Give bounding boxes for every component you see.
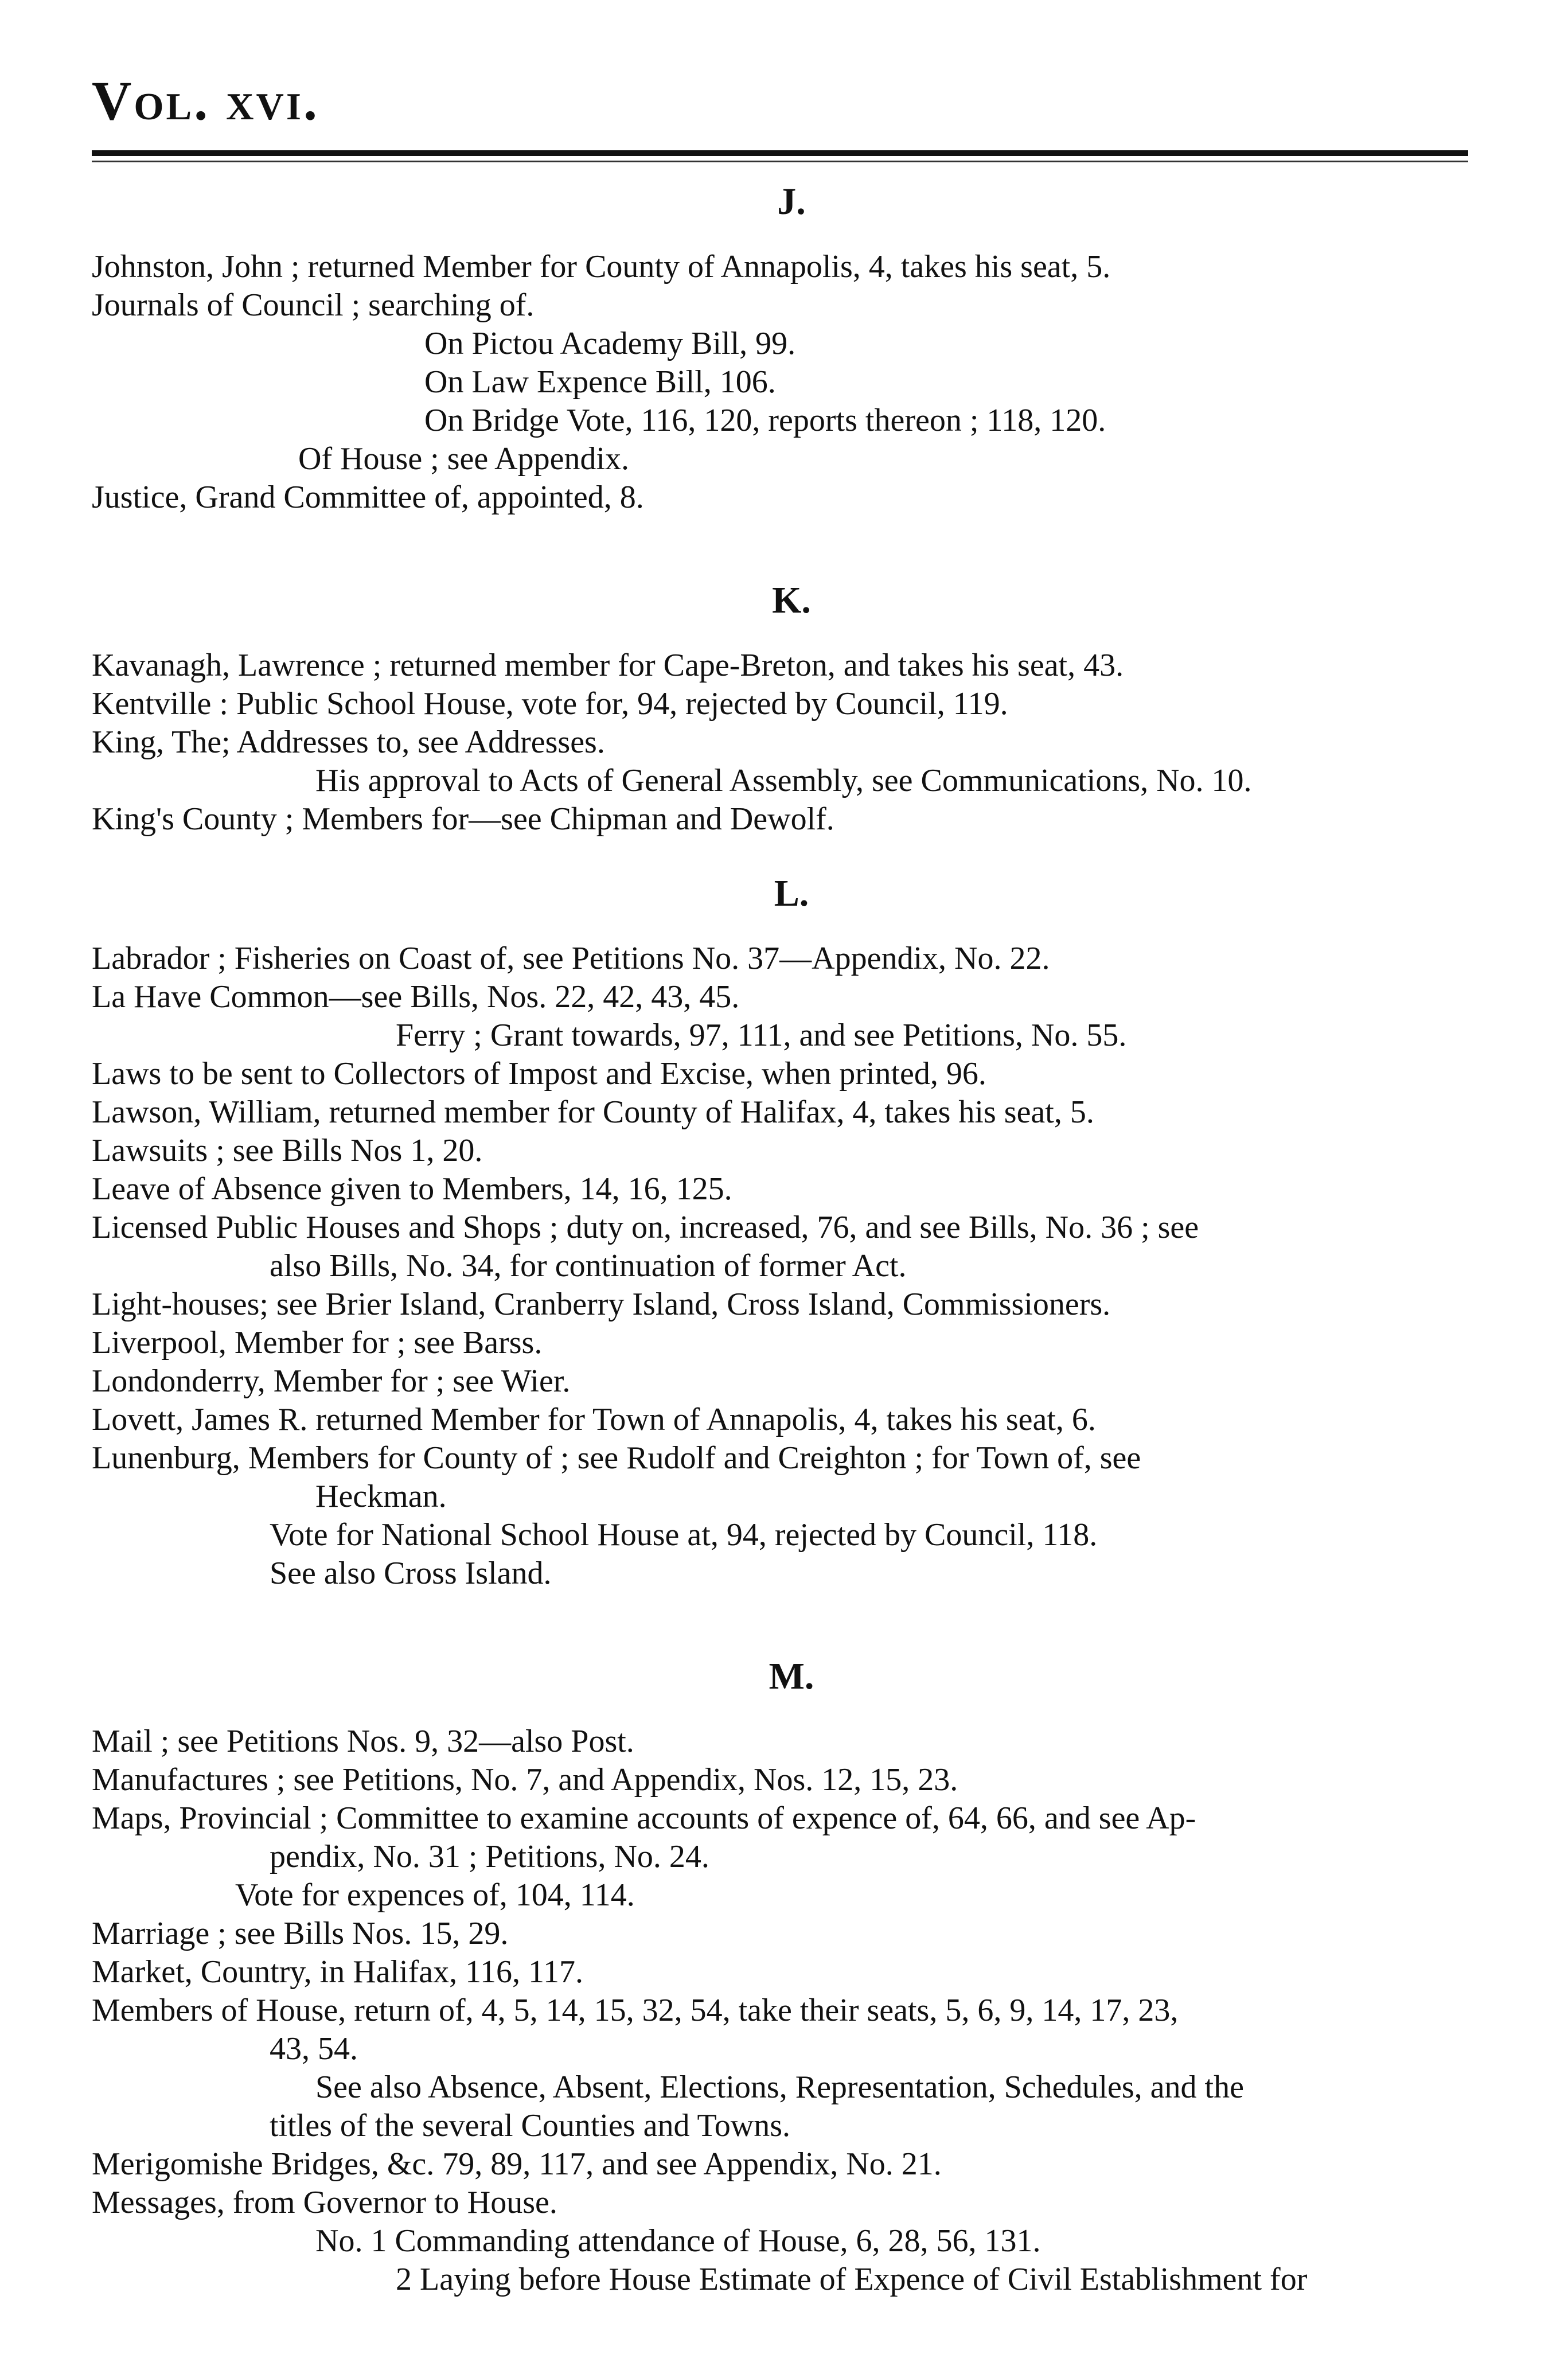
section-gap (92, 517, 1491, 568)
index-entry: Merigomishe Bridges, &c. 79, 89, 117, and see Appendix, No. 21. (92, 2146, 942, 2182)
index-subentry: Vote for National School House at, 94, rejected by Council, 118. (270, 1517, 1098, 1553)
index-subentry: See also Cross Island. (270, 1556, 552, 1591)
index-entry: Mail ; see Petitions Nos. 9, 32—also Post. (92, 1724, 634, 1759)
index-body (92, 170, 1491, 2299)
section-gap (92, 1593, 1491, 1644)
index-subentry: See also Absence, Absent, Elections, Representation, Schedules, and the (315, 2069, 1244, 2105)
index-subentry: No. 1 Commanding attendance of House, 6, 28, 56, 131. (315, 2223, 1041, 2259)
index-subentry: Vote for expences of, 104, 114. (235, 1877, 635, 1913)
index-entry: Maps, Provincial ; Committee to examine accounts of expence of, 64, 66, and see Ap- (92, 1800, 1196, 1836)
index-subentry: On Law Expence Bill, 106. (424, 364, 776, 400)
index-continuation: also Bills, No. 34, for continuation of former Act. (270, 1248, 907, 1284)
index-continuation: 43, 54. (270, 2031, 358, 2067)
index-entry: Labrador ; Fisheries on Coast of, see Petitions No. 37—Appendix, No. 22. (92, 941, 1050, 976)
index-entry: King, The; Addresses to, see Addresses. (92, 724, 605, 760)
index-subentry: On Bridge Vote, 116, 120, reports thereon ; 118, 120. (424, 403, 1106, 438)
index-entry: Justice, Grand Committee of, appointed, 8. (92, 480, 644, 515)
index-entry: Kentville : Public School House, vote for, 94, rejected by Council, 119. (92, 686, 1008, 722)
index-subentry: On Pictou Academy Bill, 99. (424, 326, 796, 361)
index-entry: Marriage ; see Bills Nos. 15, 29. (92, 1916, 509, 1951)
index-continuation: pendix, No. 31 ; Petitions, No. 24. (270, 1839, 709, 1874)
index-entry: Messages, from Governor to House. (92, 2185, 557, 2220)
index-entry: Lawson, William, returned member for County of Halifax, 4, takes his seat, 5. (92, 1094, 1094, 1130)
index-continuation: titles of the several Counties and Towns. (270, 2108, 791, 2143)
index-entry: Journals of Council ; searching of. (92, 287, 535, 323)
index-entry: Manufactures ; see Petitions, No. 7, and Appendix, Nos. 12, 15, 23. (92, 1762, 958, 1798)
index-entry: Lovett, James R. returned Member for Town of Annapolis, 4, takes his seat, 6. (92, 1402, 1096, 1437)
index-entry: King's County ; Members for—see Chipman and Dewolf. (92, 801, 834, 837)
section-heading-k: K. (772, 579, 811, 621)
index-entry: Lunenburg, Members for County of ; see Rudolf and Creighton ; for Town of, see (92, 1440, 1141, 1476)
index-entry: La Have Common—see Bills, Nos. 22, 42, 43, 45. (92, 979, 740, 1015)
index-entry: Light-houses; see Brier Island, Cranberry Island, Cross Island, Commissioners. (92, 1287, 1111, 1322)
index-entry: Liverpool, Member for ; see Barss. (92, 1325, 543, 1361)
volume-header: Vol. xvi. (92, 70, 319, 131)
index-entry: Leave of Absence given to Members, 14, 16, 125. (92, 1171, 732, 1207)
section-heading-j: J. (777, 181, 806, 223)
index-subentry: Of House ; see Appendix. (298, 441, 630, 477)
section-heading-l: L. (774, 872, 809, 914)
index-subentry: His approval to Acts of General Assembly, see Communications, No. 10. (315, 763, 1252, 798)
index-entry: Johnston, John ; returned Member for County of Annapolis, 4, takes his seat, 5. (92, 249, 1111, 284)
index-entry: Market, Country, in Halifax, 116, 117. (92, 1954, 583, 1990)
index-entry: Laws to be sent to Collectors of Impost and Excise, when printed, 96. (92, 1056, 986, 1092)
index-entry: Lawsuits ; see Bills Nos 1, 20. (92, 1133, 483, 1168)
index-subentry: 2 Laying before House Estimate of Expence of Civil Establishment for (396, 2262, 1308, 2297)
index-entry: Kavanagh, Lawrence ; returned member for Cape-Breton, and takes his seat, 43. (92, 648, 1124, 683)
index-entry: Londonderry, Member for ; see Wier. (92, 1363, 571, 1399)
section-heading-m: M. (769, 1655, 814, 1697)
index-entry: Licensed Public Houses and Shops ; duty on, increased, 76, and see Bills, No. 36 ; see (92, 1210, 1199, 1245)
section-gap (92, 839, 1491, 862)
header-rule-thin (92, 161, 1468, 162)
index-subentry: Ferry ; Grant towards, 97, 111, and see Petitions, No. 55. (396, 1018, 1127, 1053)
header-rule (92, 150, 1468, 156)
index-continuation: Heckman. (315, 1479, 447, 1514)
index-entry: Members of House, return of, 4, 5, 14, 15, 32, 54, take their seats, 5, 6, 9, 14, 17, 23, (92, 1993, 1179, 2028)
